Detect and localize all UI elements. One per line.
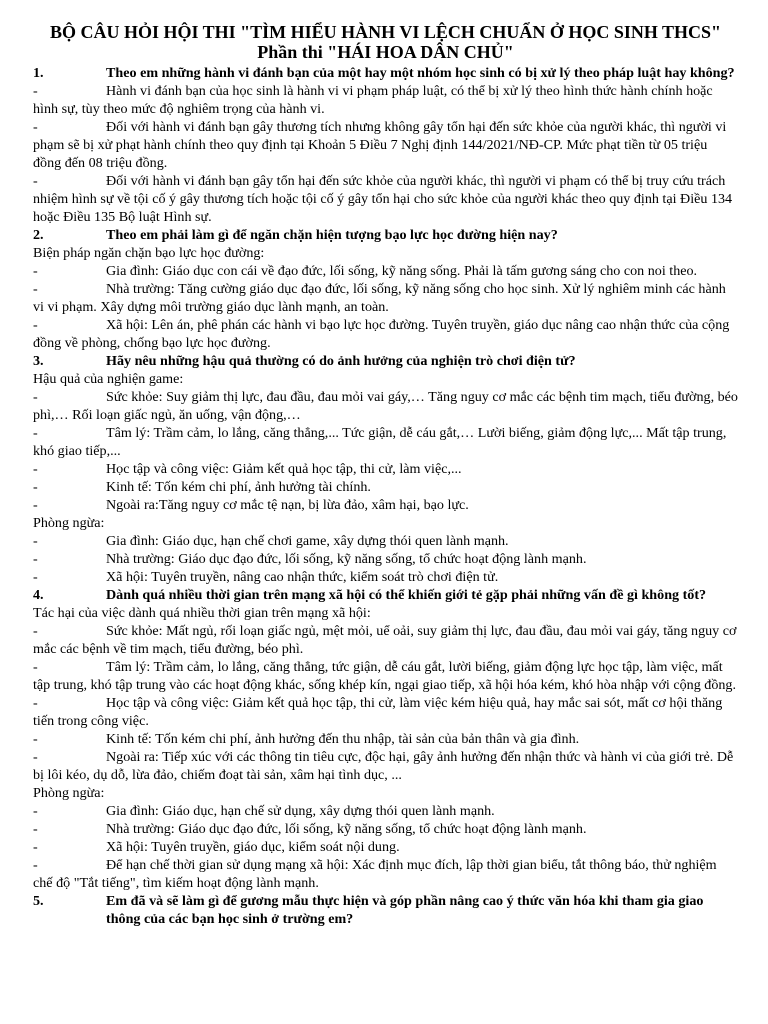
prevention-label: Phòng ngừa: (33, 785, 105, 801)
list-item (33, 82, 738, 118)
dash-marker: - (33, 695, 38, 711)
dash-marker: - (33, 317, 38, 333)
question-text: Em đã và sẽ làm gì để gương mẫu thực hiện và góp phần nâng cao ý thức văn hóa khi tham gia giao thông của các bạn học sinh ở trường em? (106, 893, 704, 927)
list-item (33, 262, 738, 280)
list-item (33, 748, 738, 784)
dash-marker: - (33, 119, 38, 135)
dash-marker: - (33, 83, 38, 99)
question-number: 1. (33, 65, 44, 81)
list-item (33, 316, 738, 352)
question-text: Dành quá nhiều thời gian trên mạng xã hội có thể khiến giới tẻ gặp phải những vấn đề gì không tốt? (106, 587, 707, 603)
list-item-text: Đối với hành vi đánh bạn gây tổn hại đến sức khỏe của người khác, thì người vi phạm có thể bị truy cứu trách nhiệm hình sự về tội cố ý gây thương tích hoặc tội cố ý gây tổn hại cho sức khỏe của người khác theo quy định tại Điều 134 hoặc Điều 135 Bộ luật Hình sự. (33, 173, 733, 225)
list-item-text: Nhà trường: Giáo dục đạo đức, lối sống, kỹ năng sống, tổ chức hoạt động lành mạnh. (106, 551, 587, 567)
list-item (33, 460, 738, 478)
list-item (33, 622, 738, 658)
list-item (33, 568, 738, 586)
question-text: Theo em phải làm gì để ngăn chặn hiện tượng bạo lực học đường hiện nay? (106, 227, 558, 243)
list-item-text: Học tập và công việc: Giảm kết quả học tập, thi cử, làm việc,... (106, 461, 462, 477)
dash-marker: - (33, 569, 38, 585)
dash-marker: - (33, 803, 38, 819)
question-5 (33, 892, 738, 928)
list-item (33, 730, 738, 748)
dash-marker: - (33, 389, 38, 405)
dash-marker: - (33, 461, 38, 477)
question-number: 2. (33, 227, 44, 243)
list-item-text: Ngoài ra: Tiếp xúc với các thông tin tiêu cực, độc hại, gây ảnh hưởng đến nhận thức và hành vi của giới trẻ. Dễ bị lôi kéo, dụ dỗ, lừa đảo, chiếm đoạt tài sản, xâm hại tình dục, ... (33, 749, 734, 783)
list-item-text: Gia đình: Giáo dục, hạn chế chơi game, xây dựng thói quen lành mạnh. (106, 533, 509, 549)
dash-marker: - (33, 281, 38, 297)
question-number: 5. (33, 893, 44, 909)
document-body (33, 64, 738, 928)
answer-intro: Biện pháp ngăn chặn bạo lực học đường: (33, 245, 265, 261)
question-2 (33, 226, 738, 244)
dash-marker: - (33, 839, 38, 855)
dash-marker: - (33, 731, 38, 747)
list-item (33, 496, 738, 514)
list-item (33, 550, 738, 568)
list-item (33, 532, 738, 550)
list-item-text: Gia đình: Giáo dục, hạn chế sử dụng, xây dựng thói quen lành mạnh. (106, 803, 495, 819)
question-number: 3. (33, 353, 44, 369)
dash-marker: - (33, 659, 38, 675)
list-item (33, 820, 738, 838)
list-item-text: Xã hội: Tuyên truyền, nâng cao nhận thức, kiểm soát trò chơi điện tử. (106, 569, 499, 585)
list-item (33, 802, 738, 820)
question-4 (33, 586, 738, 604)
list-item (33, 118, 738, 172)
list-item-text: Kinh tế: Tốn kém chi phí, ảnh hưởng đến thu nhập, tài sản của bản thân và gia đình. (106, 731, 580, 747)
dash-marker: - (33, 263, 38, 279)
list-item (33, 424, 738, 460)
question-number: 4. (33, 587, 44, 603)
document-subtitle: Phần thi "HÁI HOA DÂN CHỦ" (257, 42, 514, 62)
question-text: Hãy nêu những hậu quả thường có do ảnh hưởng của nghiện trò chơi điện tử? (106, 353, 576, 369)
list-item-text: Xã hội: Tuyên truyền, giáo dục, kiểm soát nội dung. (106, 839, 400, 855)
list-item-text: Xã hội: Lên án, phê phán các hành vi bạo lực học đường. Tuyên truyền, giáo dục nâng cao nhận thức của cộng đồng về phòng, chống bạo lực học đường. (33, 317, 730, 351)
list-item (33, 478, 738, 496)
list-item (33, 388, 738, 424)
answer-intro: Hậu quả của nghiện game: (33, 371, 184, 387)
document-title: BỘ CÂU HỎI HỘI THI "TÌM HIỂU HÀNH VI LỆCH CHUẨN Ở HỌC SINH THCS" (49, 22, 722, 42)
prevention-label: Phòng ngừa: (33, 515, 105, 531)
list-item (33, 172, 738, 226)
list-item-text: Nhà trường: Giáo dục đạo đức, lối sống, kỹ năng sống, tổ chức hoạt động lành mạnh. (106, 821, 587, 837)
list-item-text: Nhà trường: Tăng cường giáo dục đạo đức, lối sống, kỹ năng sống cho học sinh. Xử lý nghiêm minh các hành vi vi phạm. Xây dựng môi trường giáo dục lành mạnh, an toàn. (33, 281, 726, 315)
list-item-text: Sức khỏe: Mất ngủ, rối loạn giấc ngủ, mệt mỏi, uể oải, suy giảm thị lực, đau đầu, đau mỏi vai gáy, tăng nguy cơ mắc các bệnh về tim mạch, tiểu đường, béo phì. (33, 623, 737, 657)
list-item-text: Ngoài ra:Tăng nguy cơ mắc tệ nạn, bị lừa đảo, xâm hại, bạo lực. (106, 497, 469, 513)
dash-marker: - (33, 479, 38, 495)
list-item-text: Sức khỏe: Suy giảm thị lực, đau đầu, đau mỏi vai gáy,… Tăng nguy cơ mắc các bệnh tim mạch, tiểu đường, béo phì,… Rối loạn giấc ngủ, ăn uống, vận động,… (33, 389, 738, 423)
list-item-text: Hành vi đánh bạn của học sinh là hành vi vi phạm pháp luật, có thể bị xử lý theo hình thức hành chính hoặc hình sự, tùy theo mức độ nghiêm trọng của hành vi. (33, 83, 713, 117)
dash-marker: - (33, 749, 38, 765)
list-item (33, 658, 738, 694)
question-1 (33, 64, 738, 82)
list-item (33, 694, 738, 730)
list-item (33, 280, 738, 316)
answer-intro: Tác hại của việc dành quá nhiều thời gian trên mạng xã hội: (33, 605, 371, 621)
list-item-text: Học tập và công việc: Giảm kết quả học tập, thi cử, làm việc kém hiệu quả, hay mắc sai sót, mất cơ hội thăng tiến trong công việc. (33, 695, 723, 729)
question-3 (33, 352, 738, 370)
dash-marker: - (33, 497, 38, 513)
list-item (33, 838, 738, 856)
list-item-text: Kinh tế: Tốn kém chi phí, ảnh hưởng tài chính. (106, 479, 371, 495)
dash-marker: - (33, 821, 38, 837)
list-item-text: Gia đình: Giáo dục con cái về đạo đức, lối sống, kỹ năng sống. Phải là tấm gương sáng cho con noi theo. (106, 263, 698, 279)
list-item-text: Để hạn chế thời gian sử dụng mạng xã hội: Xác định mục đích, lập thời gian biểu, tắt thông báo, thử nghiệm chế độ "Tắt tiếng", tìm kiếm hoạt động lành mạnh. (33, 857, 717, 891)
list-item-text: Tâm lý: Trầm cảm, lo lắng, căng thẳng, tức giận, dễ cáu gắt, lười biếng, giảm động lực học tập, làm việc, mất tập trung, khó tập trung vào các hoạt động khác, sống khép kín, ngại giao tiếp, xã hội hóa kém, khó hòa nhập với cộng đồng. (33, 659, 736, 693)
list-item-text: Tâm lý: Trầm cảm, lo lắng, căng thẳng,... Tức giận, dễ cáu gắt,… Lười biếng, giảm động lực,... Mất tập trung, khó giao tiếp,... (33, 425, 727, 459)
list-item-text: Đối với hành vi đánh bạn gây thương tích nhưng không gây tổn hại đến sức khỏe của người khác, thì người vi phạm sẽ bị xử phạt hành chính theo quy định tại Khoản 5 Điều 7 Nghị định 144/2021/NĐ-CP. Mức phạt tiền từ 05 triệu đồng đến 08 triệu đồng. (33, 119, 727, 171)
dash-marker: - (33, 425, 38, 441)
question-text: Theo em những hành vi đánh bạn của một hay một nhóm học sinh có bị xử lý theo pháp luật hay không? (106, 65, 735, 81)
dash-marker: - (33, 551, 38, 567)
dash-marker: - (33, 857, 38, 873)
list-item (33, 856, 738, 892)
dash-marker: - (33, 533, 38, 549)
dash-marker: - (33, 173, 38, 189)
dash-marker: - (33, 623, 38, 639)
